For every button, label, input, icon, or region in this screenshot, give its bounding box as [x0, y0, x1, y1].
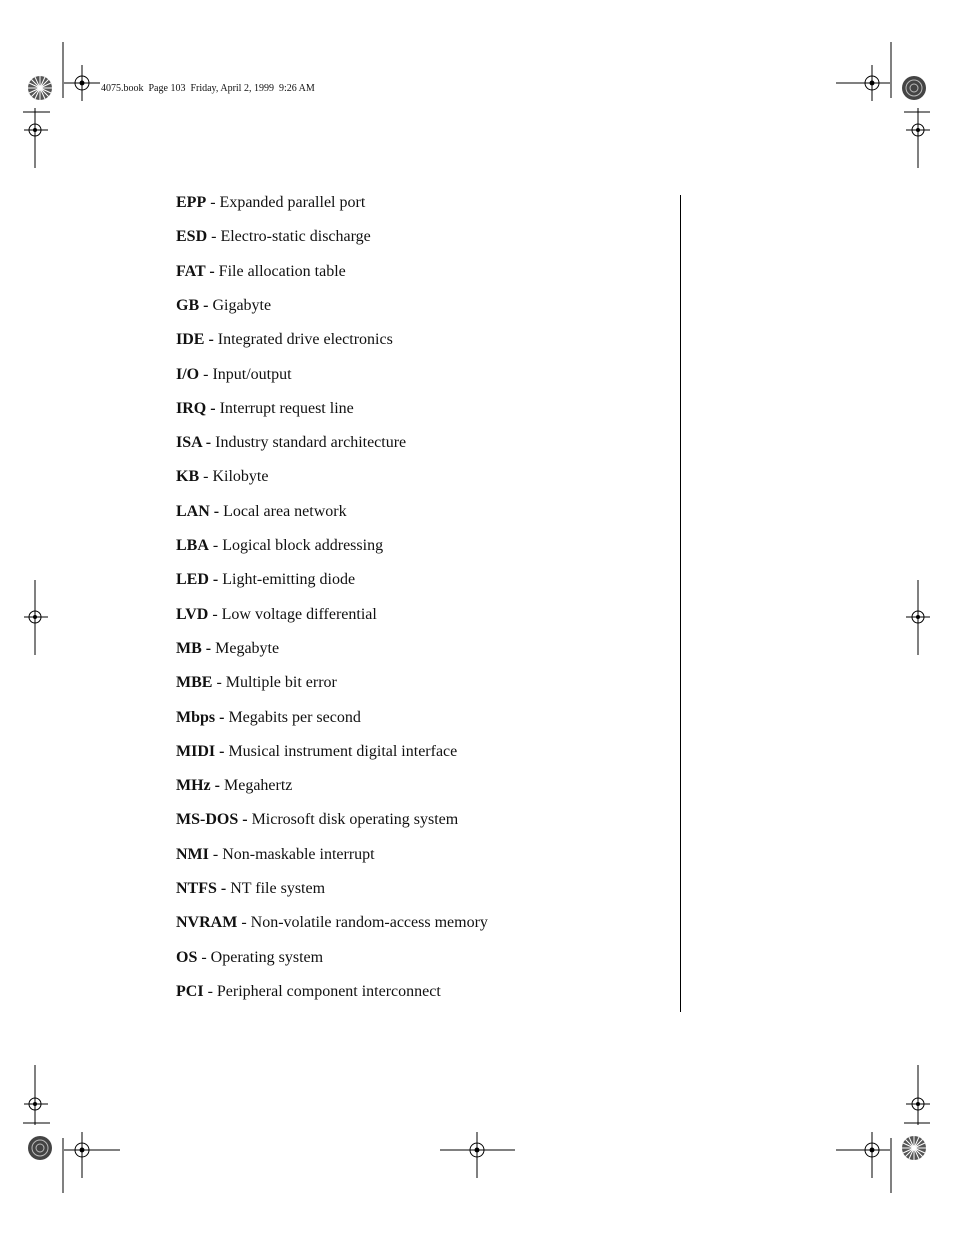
glossary-term: I/O [176, 365, 200, 383]
print-slug: 4075.book Page 103 Friday, April 2, 1999 9:26 AM [101, 83, 315, 94]
glossary-entry [176, 503, 347, 521]
glossary-definition: Megabits per second [228, 708, 361, 726]
glossary-entry [176, 846, 375, 864]
glossary-separator: - [237, 914, 251, 932]
glossary-separator: - [208, 537, 223, 554]
glossary-definition: Low voltage differential [221, 605, 377, 623]
glossary-definition: Light-emitting diode [222, 571, 356, 589]
glossary-entry [176, 674, 337, 692]
glossary-term: NMI [176, 845, 209, 863]
glossary-definition: Peripheral component interconnect [216, 982, 441, 1000]
glossary-term: LBA [176, 537, 209, 554]
glossary-entry [176, 263, 346, 281]
glossary-entry [176, 949, 323, 967]
glossary-separator: - [208, 605, 222, 623]
glossary-entry [176, 983, 441, 1001]
registration-target-icon [836, 1132, 890, 1178]
glossary-term: Mbps - [176, 708, 225, 726]
glossary-separator: - [207, 228, 221, 246]
glossary-entry [176, 880, 325, 898]
registration-target-icon [836, 65, 890, 101]
glossary-term: MBE [176, 674, 213, 692]
glossary-term: NTFS - [176, 880, 227, 897]
glossary-definition: Input/output [212, 365, 292, 383]
glossary-entry [176, 468, 268, 486]
star-target-icon [28, 76, 52, 100]
glossary-term: MHz - [176, 777, 220, 795]
glossary-term: GB - [176, 296, 209, 314]
glossary-definition: Kilobyte [212, 468, 269, 486]
glossary-separator: - [199, 468, 213, 486]
glossary-definition: Industry standard architecture [215, 434, 407, 452]
glossary-entry [176, 777, 292, 795]
glossary-term: LVD [176, 605, 209, 623]
glossary-definition: Multiple bit error [225, 674, 337, 692]
glossary-entry [176, 914, 488, 932]
glossary-definition: Microsoft disk operating system [251, 811, 459, 829]
glossary-definition: Non-volatile random-access memory [250, 914, 488, 932]
glossary-separator: - [212, 674, 226, 692]
glossary-entry [176, 709, 361, 727]
glossary-entry [176, 811, 458, 829]
glossary-definition: File allocation table [218, 262, 346, 280]
glossary-entry [176, 194, 365, 212]
glossary-entry [176, 537, 383, 555]
glossary-definition: NT file system [230, 880, 326, 897]
glossary-separator: - [199, 365, 213, 383]
glossary-entry [176, 297, 271, 315]
star-target-icon [902, 76, 926, 100]
registration-target-icon [64, 1132, 120, 1178]
glossary-definition: Megahertz [223, 777, 293, 795]
glossary-entry [176, 434, 406, 452]
column-rule [680, 195, 681, 1012]
glossary-term: MIDI - [176, 742, 225, 760]
glossary-term: IRQ - [176, 399, 216, 417]
glossary-definition: Non-maskable interrupt [222, 845, 375, 863]
glossary-term: PCI [176, 982, 204, 1000]
glossary-term: IDE - [176, 331, 214, 349]
glossary-definition: Electro-static discharge [220, 228, 371, 246]
glossary-term: ISA - [176, 434, 212, 452]
star-target-icon [902, 1136, 926, 1160]
glossary-entry [176, 331, 393, 349]
glossary-term: MB - [176, 639, 212, 657]
glossary-definition: Interrupt request line [219, 399, 354, 417]
glossary-term: MS-DOS - [176, 811, 248, 829]
glossary-definition: Local area network [223, 502, 347, 520]
glossary-term: LAN - [176, 502, 220, 520]
glossary-entry [176, 640, 279, 658]
glossary-separator: - [206, 194, 220, 211]
glossary-definition: Gigabyte [212, 296, 272, 314]
glossary-definition: Megabyte [215, 639, 280, 657]
glossary-separator: - [208, 845, 223, 863]
registration-target-icon [440, 1132, 515, 1178]
glossary-separator: - [197, 948, 211, 966]
glossary-definition: Expanded parallel port [219, 194, 366, 211]
glossary-definition: Operating system [210, 948, 324, 966]
glossary-separator: - [203, 982, 217, 1000]
glossary-term: FAT - [176, 262, 215, 280]
glossary-definition: Integrated drive electronics [217, 331, 393, 349]
glossary-term: NVRAM [176, 914, 238, 932]
glossary-entry [176, 606, 377, 624]
glossary-term: OS [176, 948, 198, 966]
glossary-entry [176, 228, 371, 246]
glossary-definition: Musical instrument digital interface [228, 742, 458, 760]
glossary-term: ESD [176, 228, 208, 246]
glossary-entry [176, 400, 354, 418]
glossary-definition: Logical block addressing [222, 537, 384, 554]
star-target-icon [28, 1136, 52, 1160]
glossary-term: LED - [176, 571, 219, 589]
glossary-term: KB [176, 468, 200, 486]
glossary-entry [176, 366, 292, 384]
glossary-entry [176, 571, 355, 589]
glossary-entry [176, 743, 457, 761]
glossary-term: EPP [176, 194, 207, 211]
